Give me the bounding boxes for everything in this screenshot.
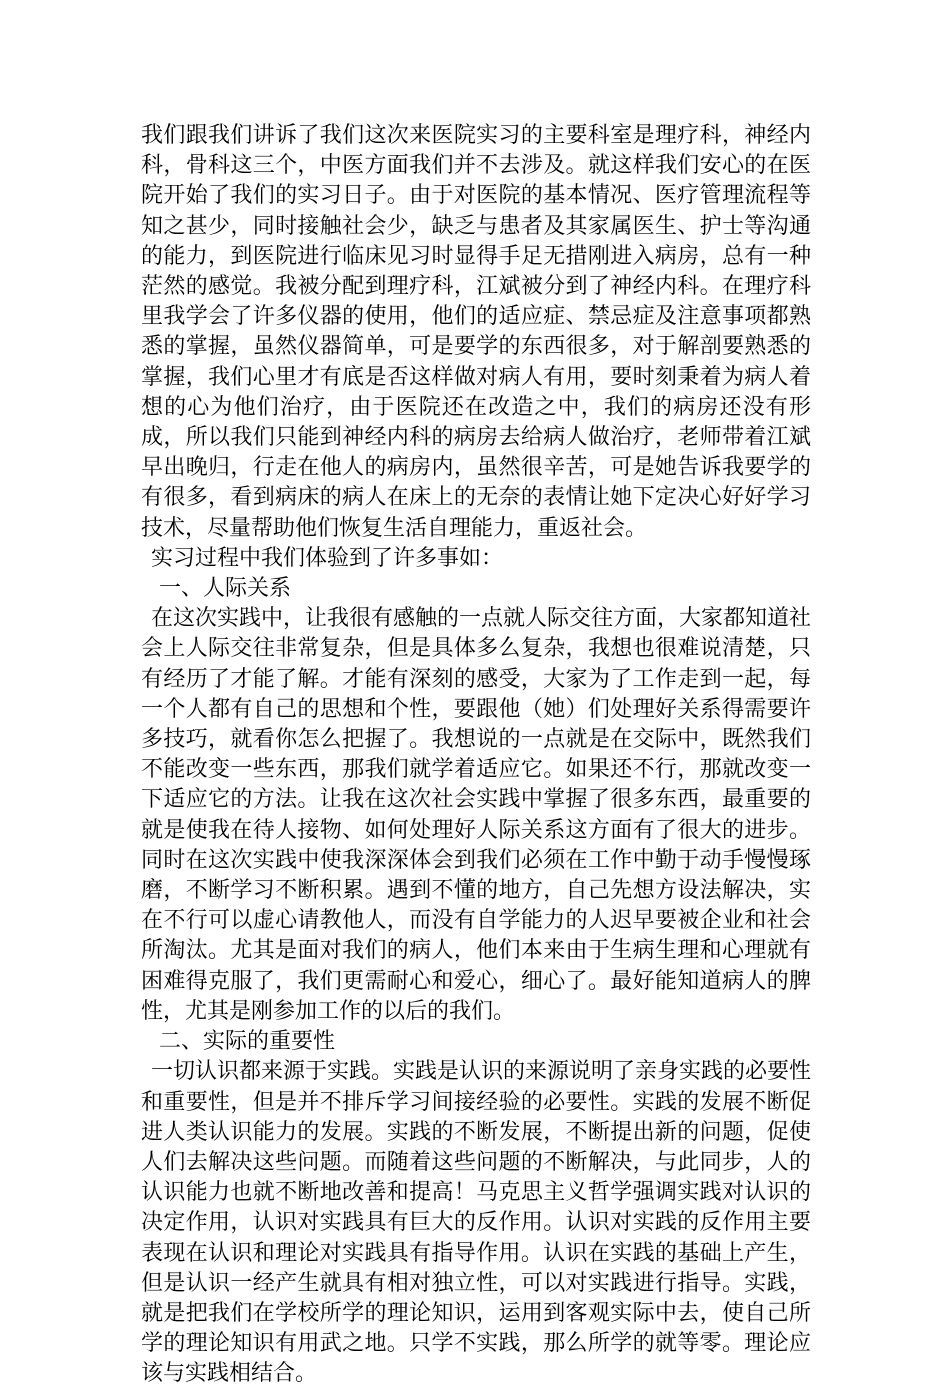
- paragraph-experience-lead: 实习过程中我们体验到了许多事如：: [151, 545, 504, 571]
- paragraph-interpersonal: 在这次实践中，让我很有感触的一点就人际交往方面，大家都知道社会上人际交往非常复杂，但是具体多么复杂，我想也很难说清楚，只有经历了才能了解。才能有深刻的感受，大家为了工作走到一起，每一个人都有自己的思想和个性，要跟他（她）们处理好关系得需要许多技巧，就看你怎么把握了。我想说的一点就是在交际中，既然我们不能改变一些东西，那我们就学着适应它。如果还不行，那就改变一下适应它的方法。让我在这次社会实践中掌握了很多东西，最重要的就是使我在待人接物、如何处理好人际关系这方面有了很大的进步。同时在这次实践中使我深深体会到我们必须在工作中勤于动手慢慢琢磨，不断学习不断积累。遇到不懂的地方，自己先想方设法解决，实在不行可以虚心请教他人，而没有自学能力的人迟早要被企业和社会所淘汰。尤其是面对我们的病人，他们本来由于生病生理和心理就有困难得克服了，我们更需耐心和爱心，细心了。最好能知道病人的脾性，尤其是刚参加工作的以后的我们。: [141, 606, 812, 1024]
- section-heading-interpersonal: 一、人际关系: [159, 576, 292, 602]
- document-body: [141, 121, 811, 1390]
- paragraph-practice: 一切认识都来源于实践。实践是认识的来源说明了亲身实践的必要性和重要性，但是并不排斥学习间接经验的必要性。实践的发展不断促进人类认识能力的发展。实践的不断发展，不断提出新的问题，促使人们去解决这些问题。而随着这些问题的不断解决，与此同步，人的认识能力也就不断地改善和提高！马克思主义哲学强调实践对认识的决定作用，认识对实践具有巨大的反作用。认识对实践的反作用主要表现在认识和理论对实践具有指导作用。认识在实践的基础上产生，但是认识一经产生就具有相对独立性，可以对实践进行指导。实践，就是把我们在学校所学的理论知识，运用到客观实际中去，使自己所学的理论知识有用武之地。只学不实践，那么所学的就等零。理论应该与实践相结合。: [141, 1059, 812, 1387]
- paragraph-internship-intro: 我们跟我们讲诉了我们这次来医院实习的主要科室是理疗科，神经内科，骨科这三个，中医方面我们并不去涉及。就这样我们安心的在医院开始了我们的实习日子。由于对医院的基本情况、医疗管理流程等知之甚少，同时接触社会少，缺乏与患者及其家属医生、护士等沟通的能力，到医院进行临床见习时显得手足无措刚进入病房，总有一种茫然的感觉。我被分配到理疗科，江斌被分到了神经内科。在理疗科里我学会了许多仪器的使用，他们的适应症、禁忌症及注意事项都熟悉的掌握，虽然仪器简单，可是要学的东西很多，对于解剖要熟悉的掌握，我们心里才有底是否这样做对病人有用，要时刻秉着为病人着想的心为他们治疗，由于医院还在改造之中，我们的病房还没有形成，所以我们只能到神经内科的病房去给病人做治疗，老师带着江斌早出晚归，行走在他人的病房内，虽然很辛苦，可是她告诉我要学的有很多，看到病床的病人在床上的无奈的表情让她下定决心好好学习技术，尽量帮助他们恢复生活自理能力，重返社会。: [141, 123, 811, 541]
- section-heading-practice: 二、实际的重要性: [159, 1029, 336, 1055]
